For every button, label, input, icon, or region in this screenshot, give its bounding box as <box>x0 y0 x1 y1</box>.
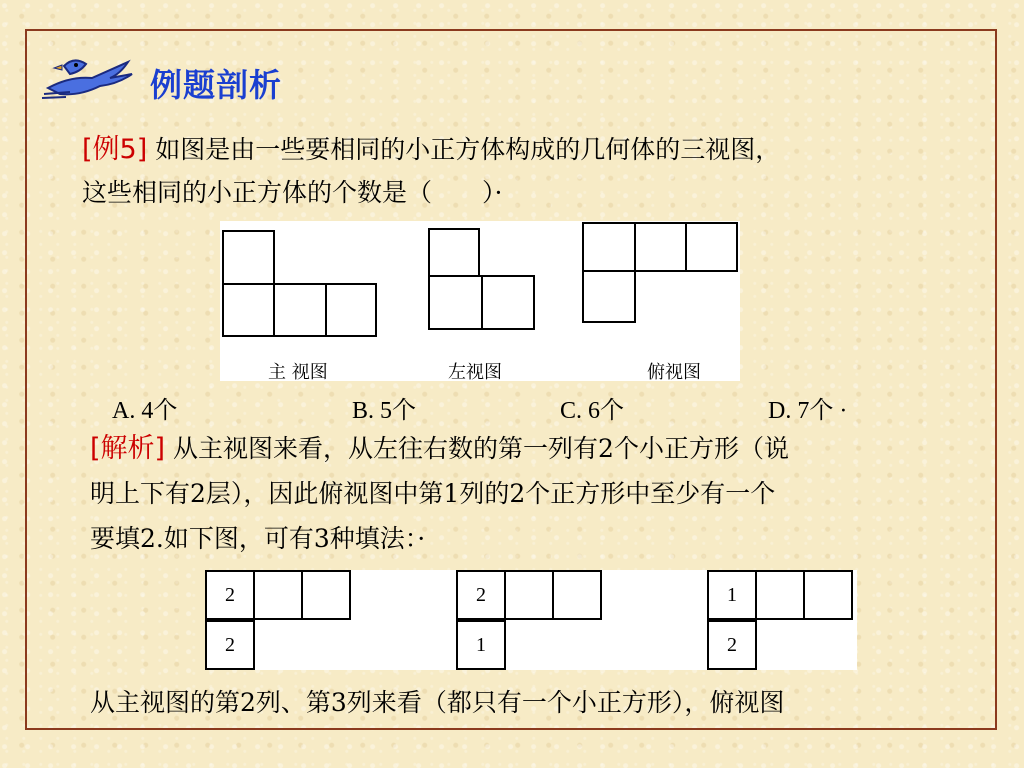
option-d: D. 7个 · <box>768 398 848 424</box>
option-a: A. 4个 <box>112 398 178 424</box>
top-view-cell <box>583 271 635 322</box>
grid-cell-number: 2 <box>707 620 757 670</box>
front-view-cell <box>223 284 274 336</box>
grid-cell <box>504 570 554 620</box>
question-tag: [例5] <box>82 134 148 165</box>
front-view-cell <box>326 284 376 336</box>
grid-cell-number: 1 <box>456 620 506 670</box>
left-view-label: 左视图 <box>448 362 502 383</box>
analysis-line-4: 从主视图的第2列、第3列来看（都只有一个小正方形），俯视图 <box>90 688 785 717</box>
analysis-line-1 <box>90 430 789 467</box>
analysis-tag: [解析] <box>90 433 166 464</box>
fill-grid-1 <box>205 570 355 670</box>
analysis-text-1: 从主视图来看，从左往右数的第一列有2个小正方形（说 <box>173 434 789 463</box>
three-views-figure <box>220 221 740 381</box>
page-title: 例题剖析 <box>150 66 283 104</box>
option-b: B. 5个 <box>352 398 417 424</box>
grid-cell-number: 2 <box>205 620 255 670</box>
front-view-cell <box>274 284 326 336</box>
grid-cell <box>301 570 351 620</box>
grid-cell-number: 2 <box>205 570 255 620</box>
top-view-cell <box>583 223 635 271</box>
left-view-cell <box>429 229 479 282</box>
option-c: C. 6个 <box>560 398 625 424</box>
grid-cell <box>755 570 805 620</box>
left-view-cell <box>429 276 482 329</box>
grid-cell <box>803 570 853 620</box>
question-line-1 <box>82 131 780 168</box>
question-line-2: 这些相同的小正方体的个数是（ ）· <box>82 178 503 207</box>
top-view-cell <box>686 223 737 271</box>
question-text-1: 如图是由一些要相同的小正方体构成的几何体的三视图， <box>155 135 781 164</box>
grid-cell <box>253 570 303 620</box>
top-view <box>583 223 737 322</box>
fill-grid-2 <box>456 570 606 670</box>
front-view-label: 主 视图 <box>268 362 328 383</box>
bird-icon <box>40 48 136 104</box>
grid-cell-number: 2 <box>456 570 506 620</box>
grid-cell <box>552 570 602 620</box>
analysis-line-3: 要填2.如下图，可有3种填法：· <box>90 524 426 553</box>
top-view-label: 俯视图 <box>647 362 701 383</box>
three-views-drawing <box>220 221 740 381</box>
fill-grid-3 <box>707 570 857 670</box>
left-view-cell <box>482 276 534 329</box>
fill-methods-figure <box>205 570 857 670</box>
grid-cell-number: 1 <box>707 570 757 620</box>
front-view <box>223 231 376 336</box>
front-view-cell <box>223 231 274 284</box>
analysis-line-2: 明上下有2层），因此俯视图中第1列的2个正方形中至少有一个 <box>90 479 776 508</box>
top-view-cell <box>635 223 686 271</box>
left-view <box>429 229 534 329</box>
